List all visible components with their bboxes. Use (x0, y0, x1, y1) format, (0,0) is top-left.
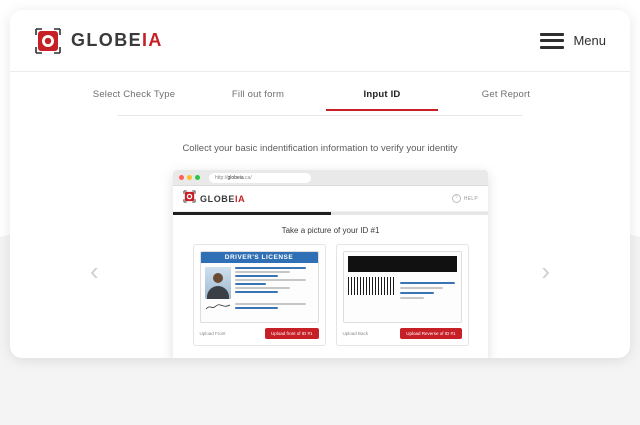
menu-label: Menu (573, 33, 606, 48)
globeia-target-logo-icon (34, 27, 62, 55)
brand-name (71, 30, 163, 51)
id-back-preview (343, 251, 462, 323)
address-bar[interactable] (209, 173, 311, 183)
brand-name-primary: GLOBE (71, 30, 143, 50)
site-header (10, 10, 630, 72)
url-domain: globeia (227, 174, 244, 181)
license-text-lines (235, 267, 314, 299)
app-body (173, 215, 488, 354)
brand-name-accent: IA (142, 30, 163, 50)
upload-front-label: Upload Front (199, 331, 226, 336)
app-brand-logo[interactable] (183, 190, 245, 208)
chevron-left-icon[interactable]: ‹ (90, 256, 99, 286)
step-select-check-type[interactable]: Select Check Type (92, 89, 176, 100)
signature-icon (205, 303, 231, 311)
brand-logo[interactable] (34, 27, 163, 55)
id-back-card (336, 244, 469, 346)
url-prefix: http:// (215, 174, 228, 181)
step-nav-divider (118, 115, 522, 116)
app-header (173, 186, 488, 212)
magnetic-stripe (348, 256, 457, 272)
progress-bar-fill (173, 212, 331, 215)
question-mark-icon: ? (452, 194, 461, 203)
license-signature-row (201, 303, 318, 314)
portrait-photo (205, 267, 231, 299)
drivers-license-body (201, 263, 318, 303)
drivers-license-title: DRIVER'S LICENSE (201, 252, 318, 263)
step-get-report[interactable]: Get Report (481, 89, 531, 100)
page-subtitle: Collect your basic indentification information to verify your identity (182, 143, 458, 154)
app-brand-primary: GLOBE (200, 193, 236, 204)
back-text-lines (400, 282, 462, 299)
browser-mockup (173, 170, 488, 358)
url-path: .ca/ (243, 174, 252, 181)
window-close-icon[interactable] (179, 175, 184, 180)
app-brand-name (200, 194, 245, 204)
globeia-target-logo-icon-small (183, 190, 196, 208)
id-upload-cards (183, 244, 478, 346)
progress-bar (173, 212, 488, 215)
help-link[interactable] (452, 194, 478, 203)
chevron-right-icon[interactable]: › (541, 256, 550, 286)
upload-back-button[interactable]: Upload Reverse of ID #1 (400, 328, 461, 339)
browser-title-bar (173, 170, 488, 186)
upload-front-button[interactable]: Upload front of ID #1 (265, 328, 319, 339)
id-front-preview (200, 251, 319, 323)
id-front-card (193, 244, 326, 346)
license-footer-lines (235, 303, 314, 311)
window-minimize-icon[interactable] (187, 175, 192, 180)
window-maximize-icon[interactable] (195, 175, 200, 180)
step-fill-out-form[interactable]: Fill out form (231, 89, 285, 100)
id-back-actions (343, 328, 462, 339)
app-brand-accent: IA (235, 193, 246, 204)
id-front-actions (200, 328, 319, 339)
page-card (10, 10, 630, 358)
step-nav (10, 72, 630, 116)
barcode-icon (348, 277, 394, 295)
help-label: HELP (463, 195, 478, 202)
upload-instruction-title: Take a picture of your ID #1 (281, 226, 380, 235)
step-input-id[interactable]: Input ID (320, 77, 444, 111)
upload-back-label: Upload Back (342, 331, 369, 336)
menu-button[interactable] (540, 33, 606, 49)
hamburger-menu-icon[interactable] (540, 33, 564, 49)
